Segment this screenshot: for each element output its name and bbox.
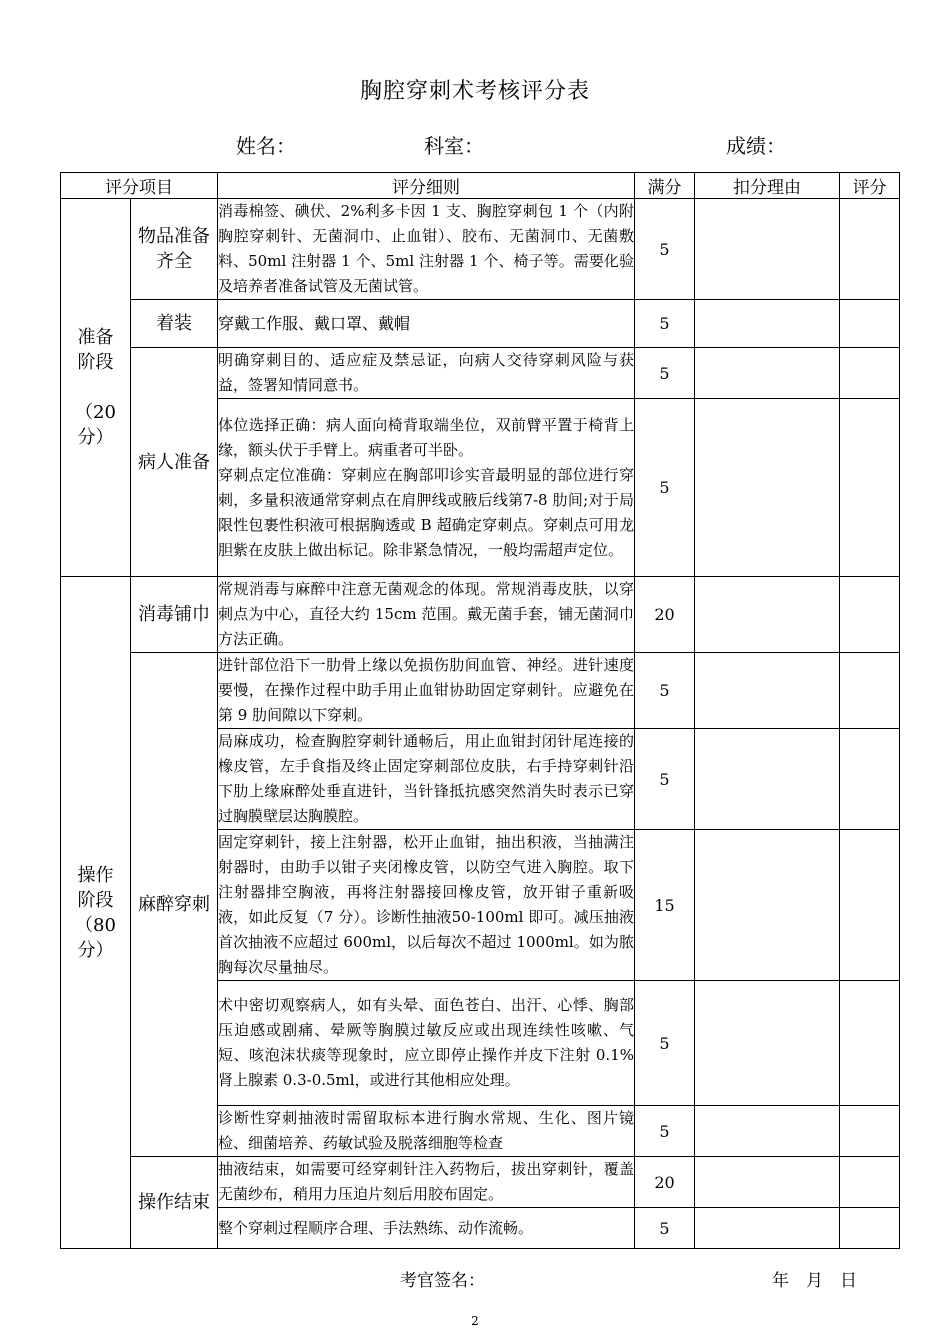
full-score: 15: [635, 830, 695, 981]
stage-op-name: 操作阶段: [77, 864, 114, 911]
scoring-table: [60, 172, 900, 1249]
stage-op: [61, 577, 131, 1249]
rule-text: 抽液结束，如需要可经穿刺针注入药物后，拔出穿刺针，覆盖无菌纱布，稍用力压迫片刻后用胶布固定。: [218, 1157, 635, 1208]
full-score: 5: [635, 729, 695, 830]
sub-patient: 病人准备: [131, 348, 218, 577]
full-score: 5: [635, 399, 695, 577]
score-cell[interactable]: [840, 348, 900, 399]
stage-op-points: （80分）: [75, 914, 116, 961]
sub-attire: 着装: [131, 300, 218, 348]
name-label: 姓名：: [236, 134, 296, 158]
full-score: 20: [635, 577, 695, 653]
table-row: [61, 577, 900, 653]
date-label: 年 月 日: [772, 1271, 857, 1291]
deduction-reason-cell[interactable]: [695, 729, 840, 830]
rule-text-2: 穿刺点定位准确：穿刺应在胸部叩诊实音最明显的部位进行穿刺，多量积液通常穿刺点在肩胛线或腋后线第7-8 肋间;对于局限性包裹性积液可根据胸透或 B 超确定穿刺点。穿刺点可用龙胆紫在皮肤上做出标记。除非紧急情况，一般均需超声定位。: [218, 465, 634, 559]
table-row: [61, 653, 900, 729]
sub-puncture: 麻醉穿刺: [131, 653, 218, 1157]
deduction-reason-cell[interactable]: [695, 981, 840, 1106]
full-score: 20: [635, 1157, 695, 1208]
full-score: 5: [635, 199, 695, 300]
deduction-reason-cell[interactable]: [695, 577, 840, 653]
deduction-reason-cell[interactable]: [695, 399, 840, 577]
score-cell[interactable]: [840, 300, 900, 348]
rule-text: 体位选择正确：病人面向椅背取端坐位，双前臂平置于椅背上缘，额头伏于手臂上。病重者可半卧。: [218, 415, 634, 459]
full-score: 5: [635, 653, 695, 729]
deduction-reason-cell[interactable]: [695, 348, 840, 399]
table-row: [61, 348, 900, 399]
rule-text: 局麻成功，检查胸腔穿刺针通畅后，用止血钳封闭针尾连接的橡皮管，左手食指及终止固定穿刺部位皮肤，右手持穿刺针沿下肋上缘麻醉处垂直进针，当针锋抵抗感突然消失时表示已穿过胸膜壁层达胸膜腔。: [218, 729, 635, 830]
full-score: 5: [635, 348, 695, 399]
full-score: 5: [635, 981, 695, 1106]
examiner-signature-label: 考官签名：: [400, 1271, 485, 1291]
rule-text: 诊断性穿刺抽液时需留取标本进行胸水常规、生化、图片镜检、细菌培养、药敏试验及脱落细胞等检查: [218, 1106, 635, 1157]
rule-text: 整个穿刺过程顺序合理、手法熟练、动作流畅。: [218, 1208, 635, 1249]
full-score: 5: [635, 1208, 695, 1249]
deduction-reason-cell[interactable]: [695, 1157, 840, 1208]
table-row: [61, 199, 900, 300]
rule-text: 固定穿刺针，接上注射器，松开止血钳，抽出积液，当抽满注射器时，由助手以钳子夹闭橡皮管，以防空气进入胸腔。取下注射器排空胸液，再将注射器接回橡皮管，放开钳子重新吸液，如此反复（7 分）。诊断性抽液50-100ml 即可。减压抽液首次抽液不应超过 600ml，以后每次不超过 1000ml。如为脓胸每次尽量抽尽。: [218, 830, 635, 981]
score-cell[interactable]: [840, 729, 900, 830]
page-number: 2: [471, 1314, 479, 1328]
header-reason: 扣分理由: [695, 173, 840, 199]
rule-text: 常规消毒与麻醉中注意无菌观念的体现。常规消毒皮肤，以穿刺点为中心，直径大约 15cm 范围。戴无菌手套，铺无菌洞巾方法正确。: [218, 577, 635, 653]
score-cell[interactable]: [840, 981, 900, 1106]
rule-text: 进针部位沿下一肋骨上缘以免损伤肋间血管、神经。进针速度要慢，在操作过程中助手用止血钳协助固定穿刺针。应避免在第 9 肋间隙以下穿刺。: [218, 653, 635, 729]
header-item: 评分项目: [61, 173, 218, 199]
dept-label: 科室：: [424, 134, 484, 158]
stage-prep-name: 准备阶段: [77, 327, 114, 373]
deduction-reason-cell[interactable]: [695, 830, 840, 981]
rule-text: 穿戴工作服、戴口罩、戴帽: [218, 300, 635, 348]
sub-disinfect: 消毒铺巾: [131, 577, 218, 653]
header-score: 评分: [840, 173, 900, 199]
header-row: [61, 173, 900, 199]
rule-text: 消毒棉签、碘伏、2%利多卡因 1 支、胸腔穿刺包 1 个（内附胸腔穿刺针、无菌洞巾、止血钳）、胶布、无菌洞巾、无菌敷料、50ml 注射器 1 个、5ml 注射器 1 个、椅子等。需要化验及培养者准备试管及无菌试管。: [218, 199, 635, 300]
score-cell[interactable]: [840, 1106, 900, 1157]
score-cell[interactable]: [840, 399, 900, 577]
score-cell[interactable]: [840, 830, 900, 981]
deduction-reason-cell[interactable]: [695, 1106, 840, 1157]
table-row: [61, 1157, 900, 1208]
stage-prep-points: （20分）: [75, 402, 116, 448]
rule-cell: [218, 399, 635, 577]
score-cell[interactable]: [840, 1157, 900, 1208]
sub-supplies: 物品准备齐全: [131, 199, 218, 300]
table-row: [61, 300, 900, 348]
deduction-reason-cell[interactable]: [695, 199, 840, 300]
stage-prep: [61, 199, 131, 577]
header-full: 满分: [635, 173, 695, 199]
rule-text: 术中密切观察病人，如有头晕、面色苍白、出汗、心悸、胸部压迫感或剧痛、晕厥等胸膜过敏反应或出现连续性咳嗽、气短、咳泡沫状痰等现象时，应立即停止操作并皮下注射 0.1%肾上腺素 0.3-0.5ml，或进行其他相应处理。: [218, 981, 635, 1106]
sub-finish: 操作结束: [131, 1157, 218, 1249]
header-rule: 评分细则: [218, 173, 635, 199]
deduction-reason-cell[interactable]: [695, 653, 840, 729]
full-score: 5: [635, 300, 695, 348]
rule-text: 明确穿刺目的、适应症及禁忌证，向病人交待穿刺风险与获益，签署知情同意书。: [218, 348, 635, 399]
score-cell[interactable]: [840, 577, 900, 653]
score-label: 成绩：: [726, 134, 786, 158]
score-cell[interactable]: [840, 1208, 900, 1249]
full-score: 5: [635, 1106, 695, 1157]
deduction-reason-cell[interactable]: [695, 1208, 840, 1249]
score-cell[interactable]: [840, 653, 900, 729]
page-title: 胸腔穿刺术考核评分表: [359, 79, 590, 104]
deduction-reason-cell[interactable]: [695, 300, 840, 348]
score-cell[interactable]: [840, 199, 900, 300]
